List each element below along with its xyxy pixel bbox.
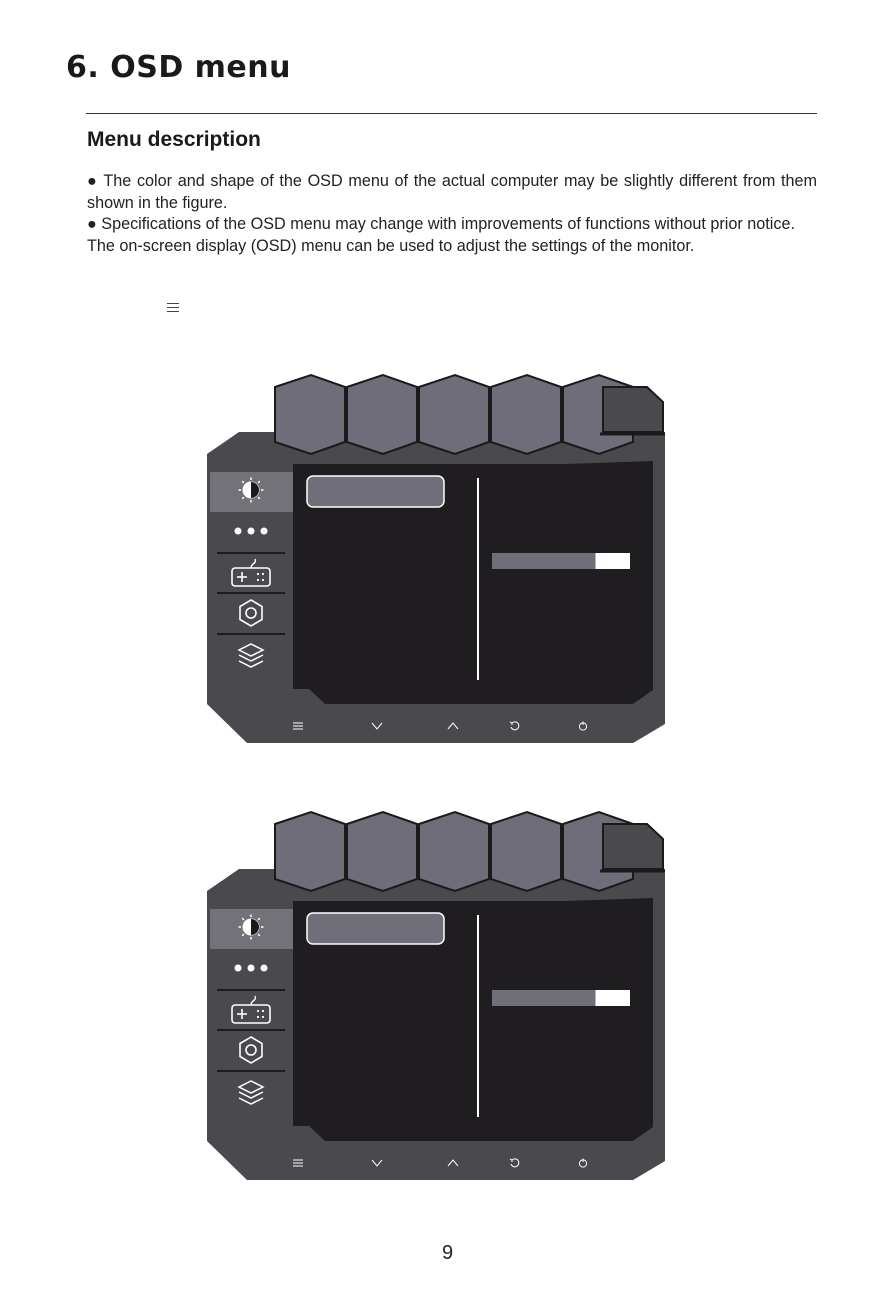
tab-dark[interactable] xyxy=(603,824,663,869)
tab-dark[interactable] xyxy=(603,387,663,432)
osd-menu-figure-1 xyxy=(207,372,665,744)
title-divider xyxy=(86,113,817,114)
osd-svg xyxy=(207,809,665,1181)
hex-tab-2[interactable] xyxy=(347,375,417,454)
hex-tab-3[interactable] xyxy=(419,375,489,454)
hex-tab-1[interactable] xyxy=(275,812,345,891)
section-title: Menu description xyxy=(87,128,261,151)
slider-fill xyxy=(492,553,596,569)
hex-tab-4[interactable] xyxy=(491,375,561,454)
selected-menu-item[interactable] xyxy=(307,476,444,507)
hex-tab-2[interactable] xyxy=(347,812,417,891)
more-dots-icon[interactable] xyxy=(235,965,268,972)
note-specifications: ● Specifications of the OSD menu may change with improvements of functions without prior notice. xyxy=(87,215,795,233)
more-dots-icon[interactable] xyxy=(235,528,268,535)
note-color-shape: ● The color and shape of the OSD menu of the actual computer may be slightly different from them shown in the figure. xyxy=(87,172,817,212)
osd-svg xyxy=(207,372,665,744)
hex-tab-3[interactable] xyxy=(419,812,489,891)
note-osd-usage: The on-screen display (OSD) menu can be used to adjust the settings of the monitor. xyxy=(87,236,695,255)
selected-menu-item[interactable] xyxy=(307,913,444,944)
page-number: 9 xyxy=(441,1242,454,1264)
menu-lines-icon xyxy=(167,303,179,315)
osd-menu-figure-2 xyxy=(207,809,665,1181)
description-block xyxy=(87,171,817,257)
hex-tab-1[interactable] xyxy=(275,375,345,454)
slider-fill xyxy=(492,990,596,1006)
hex-tab-4[interactable] xyxy=(491,812,561,891)
page-title: 6. OSD menu xyxy=(66,50,291,85)
